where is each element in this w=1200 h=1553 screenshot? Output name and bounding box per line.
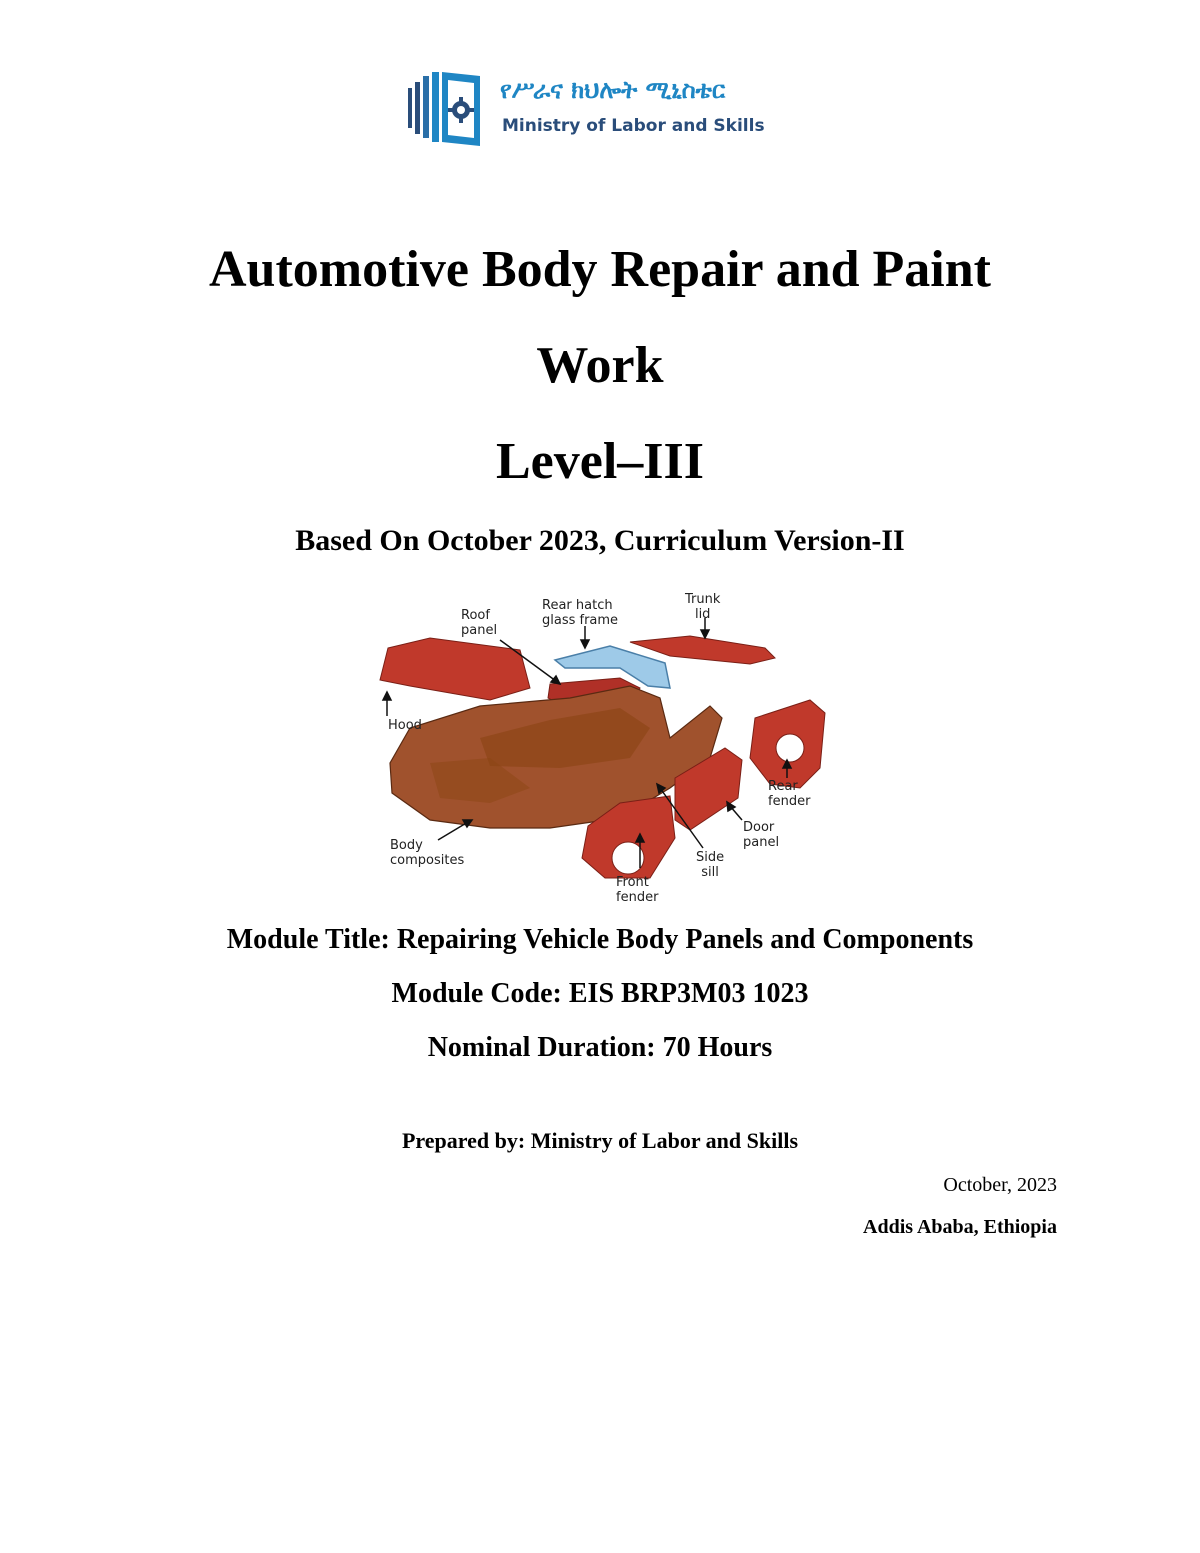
- label-rear-hatch-line2: glass frame: [542, 613, 619, 628]
- label-rear-fender-line1: Rear: [768, 779, 798, 794]
- label-front-fender-line2: fender: [616, 890, 659, 905]
- label-trunk-lid: [685, 592, 720, 622]
- label-door-panel-line2: panel: [743, 835, 780, 850]
- publication-date: October, 2023: [943, 1174, 1057, 1196]
- label-roof-panel: [461, 608, 497, 638]
- label-side-sill-line2: sill: [701, 865, 719, 880]
- label-front-fender: [616, 875, 658, 905]
- nominal-duration: Nominal Duration: 70 Hours: [427, 1032, 773, 1063]
- label-front-fender-line1: Front: [616, 875, 649, 890]
- label-door-panel: [743, 820, 779, 850]
- label-side-sill-line1: Side: [696, 850, 725, 865]
- prepared-by: Prepared by: Ministry of Labor and Skills: [401, 1128, 799, 1153]
- label-body-composites: [390, 838, 464, 868]
- label-rear-hatch-line1: Rear hatch: [542, 598, 613, 613]
- ministry-logo: [404, 66, 784, 150]
- gear-book-icon: [404, 66, 494, 150]
- label-roof-panel-line1: Roof: [461, 608, 490, 623]
- curriculum-subtitle: Based On October 2023, Curriculum Version-II: [295, 524, 905, 557]
- document-title-line2: Work: [536, 337, 664, 394]
- label-body-composites-line1: Body: [390, 838, 423, 853]
- level-heading: Level–III: [496, 433, 704, 490]
- logo-english-name: Ministry of Labor and Skills: [502, 116, 765, 136]
- label-side-sill: [696, 850, 724, 880]
- label-hood-line1: Hood: [388, 718, 422, 733]
- label-trunk-lid-line2: lid: [694, 607, 711, 622]
- label-rear-fender-line2: fender: [768, 794, 811, 809]
- label-body-composites-line2: composites: [390, 853, 465, 868]
- document-title-line1: Automotive Body Repair and Paint: [209, 241, 991, 298]
- module-title: Module Title: Repairing Vehicle Body Panels and Components: [226, 924, 974, 955]
- publication-location: Addis Ababa, Ethiopia: [863, 1216, 1057, 1238]
- module-code: Module Code: EIS BRP3M03 1023: [391, 978, 809, 1009]
- label-rear-hatch: [542, 598, 618, 628]
- logo-amharic-name: የሥራና ክህሎት ሚኒስቴር: [500, 76, 726, 104]
- label-door-panel-line1: Door: [743, 820, 775, 835]
- label-roof-panel-line2: panel: [461, 623, 498, 638]
- label-rear-fender: [768, 779, 810, 809]
- car-body-panels-figure: [370, 588, 840, 908]
- label-hood: [388, 718, 422, 733]
- label-trunk-lid-line1: Trunk: [685, 592, 721, 607]
